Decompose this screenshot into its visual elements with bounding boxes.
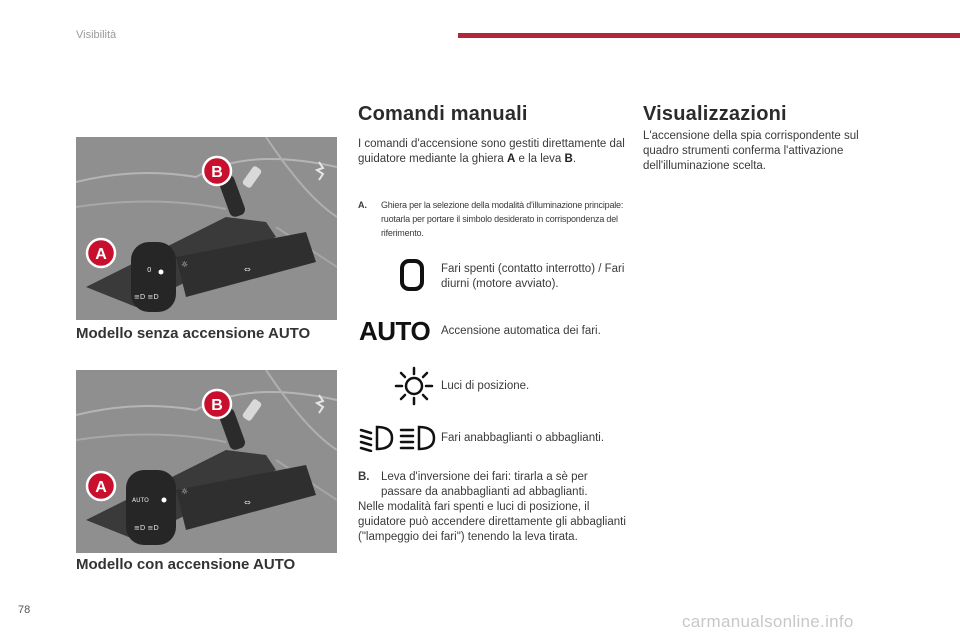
figure-without-auto (76, 137, 337, 320)
note-lever-b: B. Leva d'inversione dei fari: tirarla a sè per passare da anabbaglianti ad abbaglianti. Nelle modalità fari spenti e luci di posizione, il guidatore può accendere direttamente gli abbaglianti ("lampeggio dei fari") tenendo la leva tirata. (358, 471, 626, 543)
svg-text:≡D ≡D: ≡D ≡D (134, 293, 159, 301)
lighting-stalk-illustration-auto (76, 370, 337, 553)
section-title-displays: Visualizzazioni (643, 103, 787, 125)
watermark-text: carmanualsonline.info (682, 612, 854, 631)
mode-auto-text: Accensione automatica dei fari. (441, 325, 601, 337)
dipped-main-beam-icon (359, 424, 437, 457)
page-number: 78 (18, 604, 31, 616)
section-label: Visibilità (76, 29, 117, 41)
figure-caption-with-auto: Modello con accensione AUTO (76, 556, 296, 573)
svg-text:☼: ☼ (181, 260, 189, 269)
svg-text:B: B (211, 164, 223, 181)
displays-text: L'accensione della spia corrispondente sul quadro strumenti conferma l'attivazione dell'illuminazione scelta. (643, 130, 859, 172)
ring-zero-symbol: 0 (147, 266, 152, 274)
figure-caption-without-auto: Modello senza accensione AUTO (76, 325, 311, 342)
svg-text:≡D ≡D: ≡D ≡D (134, 524, 159, 532)
svg-text:☼: ☼ (181, 487, 189, 496)
mode-position-text: Luci di posizione. (441, 380, 530, 392)
figure-with-auto (76, 370, 337, 553)
note-ring-a: A. Ghiera per la selezione della modalità d'illuminazione principale: ruotarla per portare il simbolo desiderato in corrispondenza del riferimento. (358, 200, 624, 238)
svg-text:⇔: ⇔ (244, 498, 251, 507)
mode-off-text: Fari spenti (contatto interrotto) / Fari diurni (motore avviato). (441, 263, 625, 290)
header-rule (458, 33, 960, 38)
svg-text:A: A (95, 246, 107, 263)
ring-auto-label: AUTO (132, 497, 149, 504)
mode-beam-text: Fari anabbaglianti o abbaglianti. (441, 432, 605, 444)
section-title-manual-controls: Comandi manuali (358, 103, 528, 125)
auto-text-icon: AUTO (359, 316, 431, 346)
svg-text:⇔: ⇔ (244, 265, 251, 274)
svg-text:A: A (95, 479, 107, 496)
position-lights-icon (394, 366, 434, 411)
svg-text:B: B (211, 397, 223, 414)
lighting-stalk-illustration (76, 137, 337, 320)
manual-intro-text: I comandi d'accensione sono gestiti direttamente dal guidatore mediante la ghiera A e la leva B. (358, 138, 625, 165)
zero-symbol-icon (397, 258, 427, 297)
